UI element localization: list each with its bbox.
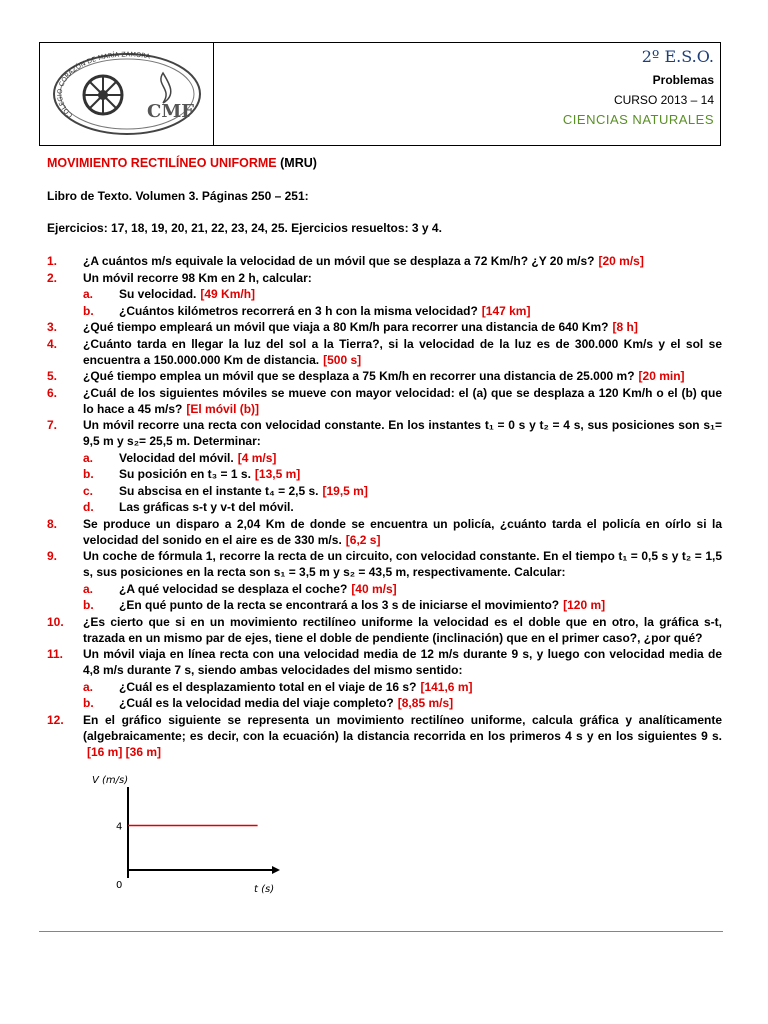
exercise-question: Un móvil viaja en línea recta con una velocidad media de 12 m/s durante 9 s, y luego con velocidad media de 4,8 m/s durante 7 s, siendo ambas velocidades del mismo sentido: (83, 647, 722, 677)
sub-question-answer: [120 m] (563, 598, 606, 612)
sub-question-letter: b. (83, 696, 94, 710)
page-title (47, 156, 317, 170)
exercise-item (47, 548, 722, 580)
wheel-icon (84, 76, 122, 114)
sub-question-answer: [49 Km/h] (200, 287, 256, 301)
assigned-exercises: Ejercicios: 17, 18, 19, 20, 21, 22, 23, 24, 25. Ejercicios resueltos: 3 y 4. (47, 221, 442, 235)
sub-question-letter: c. (83, 483, 94, 498)
exercise-answer: [6,2 s] (345, 532, 381, 547)
sub-question-letter: b. (83, 467, 94, 481)
subject-label: CIENCIAS NATURALES (562, 112, 714, 127)
exercise-question: ¿Cuánto tarda en llegar la luz del sol a la Tierra?, si la velocidad de la luz es de 300.000 Km/s y el sol se encuentra a 150.000.000 Km de distancia. (83, 336, 722, 367)
sub-question-body: ¿A qué velocidad se desplaza el coche? (119, 581, 348, 596)
exercise-item (47, 319, 722, 335)
exercise-text (83, 385, 722, 417)
exercise-question: Un móvil recorre 98 Km en 2 h, calcular: (83, 270, 312, 285)
exercise-text (83, 319, 722, 335)
exercise-number: 11. (47, 647, 64, 661)
sub-question-answer: [4 m/s] (237, 450, 277, 465)
sub-question-letter: a. (83, 287, 94, 301)
sub-question-body: Su velocidad. (119, 287, 197, 301)
exercise-item (47, 368, 722, 384)
sub-question-body: ¿Cuál es la velocidad media del viaje completo? (119, 696, 394, 710)
sub-question-body: Velocidad del móvil. (119, 450, 234, 465)
exercise-item (47, 417, 722, 449)
sub-question-text (119, 466, 722, 482)
logo-mark: CMF (147, 101, 195, 122)
sub-question-answer: [141,6 m] (420, 679, 473, 694)
sub-question-letter: b. (83, 303, 94, 318)
sub-question-body: Su posición en t₃ = 1 s. (119, 467, 251, 481)
exercise-list (47, 253, 722, 760)
school-logo (51, 51, 203, 137)
exercise-question: ¿A cuántos m/s equivale la velocidad de un móvil que se desplaza a 72 Km/h? ¿Y 20 m/s? (83, 254, 595, 268)
sub-question-letter: b. (83, 598, 94, 612)
sub-question-body: ¿Cuál es el desplazamiento total en el viaje de 16 s? (119, 679, 417, 694)
exercise-answer: [20 min] (638, 369, 685, 383)
sub-question-letter: a. (83, 679, 94, 694)
sub-question-text (119, 499, 722, 515)
sub-question-answer: [13,5 m] (254, 467, 301, 481)
exercise-text (83, 516, 722, 548)
exercise-answer: [El móvil (b)] (186, 401, 260, 416)
exercise-text (83, 548, 722, 580)
y-tick-label: 4 (116, 821, 123, 833)
exercise-item (47, 646, 722, 678)
exercise-answer: [500 s] (323, 352, 362, 367)
x-axis-label: t (s) (254, 884, 275, 895)
exercise-text (83, 368, 722, 384)
exercise-item (47, 385, 722, 417)
sub-question-answer: [40 m/s] (351, 581, 397, 596)
exercise-text (83, 712, 722, 760)
velocity-time-chart (92, 765, 292, 895)
footer-divider (39, 931, 723, 932)
exercise-number: 12. (47, 712, 64, 727)
x-axis-arrow (272, 866, 280, 874)
sub-question-body: ¿Cuántos kilómetros recorrerá en 3 h con la misma velocidad? (119, 303, 478, 318)
sub-question-letter: a. (83, 581, 94, 596)
exercise-question: Un coche de fórmula 1, recorre la recta de un circuito, con velocidad constante. En el tiempo t₁ = 0,5 s y t₂ = 1,5 s, sus posiciones en la recta son s₁ = 3,5 m y s₂ = 43,5 m, respectivamente. Calcular: (83, 549, 722, 579)
textbook-reference: Libro de Texto. Volumen 3. Páginas 250 – 251: (47, 189, 309, 203)
exercise-question: ¿Es cierto que si en un movimiento rectilíneo uniforme la velocidad es el doble que en otro, la gráfica s-t, trazada en un mismo par de ejes, tiene el doble de pendiente (inclinación) que en el primer caso?, ¿por qué? (83, 614, 722, 645)
exercise-question: Se produce un disparo a 2,04 Km de donde se encuentra un policía, ¿cuánto tarda el policía en oírlo si la velocidad del sonido en el aire es de 330 m/s. (83, 516, 722, 547)
sub-question (47, 679, 722, 695)
sub-question (47, 483, 722, 499)
exercise-number: 4. (47, 336, 58, 351)
sub-question-answer: [19,5 m] (322, 483, 368, 498)
course-label: CURSO 2013 – 14 (613, 93, 714, 107)
exercise-item (47, 516, 722, 548)
exercise-number: 9. (47, 549, 58, 563)
header-table (39, 42, 721, 146)
exercise-number: 1. (47, 254, 58, 268)
exercise-item (47, 614, 722, 646)
exercise-number: 10. (47, 614, 64, 629)
exercise-question: Un móvil recorre una recta con velocidad constante. En los instantes t₁ = 0 s y t₂ = 4 s, sus posiciones son s₁= 9,5 m y s₂= 25,5 m. Determinar: (83, 418, 722, 448)
exercise-question: ¿Qué tiempo emplea un móvil que se desplaza a 75 Km/h en recorrer una distancia de 25.000 m? (83, 369, 635, 383)
sub-question (47, 303, 722, 319)
exercise-text (83, 614, 722, 646)
sub-question (47, 466, 722, 482)
origin-label: 0 (116, 880, 123, 891)
sub-question-text (119, 695, 722, 711)
exercise-number: 5. (47, 369, 58, 383)
exercise-item (47, 712, 722, 760)
sub-question-text (119, 286, 722, 302)
sub-question-body: Las gráficas s-t y v-t del móvil. (119, 500, 294, 514)
sub-question-text (119, 679, 722, 695)
exercise-answer: [16 m] [36 m] (87, 744, 162, 759)
exercise-text (83, 646, 722, 678)
y-axis-label: V (m/s) (92, 775, 129, 786)
exercise-number: 7. (47, 418, 58, 432)
sub-question-body: ¿En qué punto de la recta se encontrará a los 3 s de iniciarse el movimiento? (119, 598, 560, 612)
sub-question-answer: [8,85 m/s] (397, 696, 454, 710)
exercise-number: 6. (47, 385, 58, 400)
doc-type-label: Problemas (652, 73, 714, 87)
exercise-number: 8. (47, 516, 58, 531)
sub-question-text (119, 581, 722, 597)
sub-question-body: Su abscisa en el instante t₄ = 2,5 s. (119, 483, 319, 498)
title-abbr: (MRU) (280, 156, 317, 170)
sub-question (47, 450, 722, 466)
exercise-answer: [8 h] (612, 320, 638, 334)
exercise-question: En el gráfico siguiente se representa un movimiento rectilíneo uniforme, calcula gráfica y analíticamente (algebraicamente; es decir, con la ecuación) la distancia recorrida en los primeros 4 s y en los siguientes 9 s. (83, 712, 722, 743)
exercise-item (47, 270, 722, 286)
sub-question (47, 499, 722, 515)
logo-text: COLEGIO CORAZÓN DE MARÍA ZAMORA (55, 51, 151, 120)
logo-cell (40, 43, 214, 145)
exercise-number: 3. (47, 320, 58, 334)
sub-question-letter: a. (83, 450, 94, 465)
sub-question-letter: d. (83, 500, 94, 514)
exercise-answer: [20 m/s] (598, 254, 644, 268)
sub-question (47, 581, 722, 597)
sub-question (47, 286, 722, 302)
exercise-text (83, 270, 722, 286)
sub-question-text (119, 303, 722, 319)
sub-question-answer: [147 km] (481, 303, 531, 318)
exercise-text (83, 253, 722, 269)
sub-question-text (119, 450, 722, 466)
exercise-number: 2. (47, 270, 58, 285)
sub-question (47, 695, 722, 711)
sub-question (47, 597, 722, 613)
sub-question-text (119, 483, 722, 499)
exercise-question: ¿Cuál de los siguientes móviles se mueve con mayor velocidad: el (a) que se desplaza a 120 Km/h o el (b) que lo hace a 45 m/s? (83, 385, 722, 416)
title-main: MOVIMIENTO RECTILÍNEO UNIFORME (47, 156, 277, 170)
exercise-question: ¿Qué tiempo empleará un móvil que viaja a 80 Km/h para recorrer una distancia de 640 Km? (83, 320, 609, 334)
exercise-text (83, 417, 722, 449)
exercise-item (47, 253, 722, 269)
sub-question-text (119, 597, 722, 613)
exercise-text (83, 336, 722, 368)
grade-label: 2º E.S.O. (641, 47, 714, 66)
exercise-item (47, 336, 722, 368)
header-info (563, 49, 714, 126)
